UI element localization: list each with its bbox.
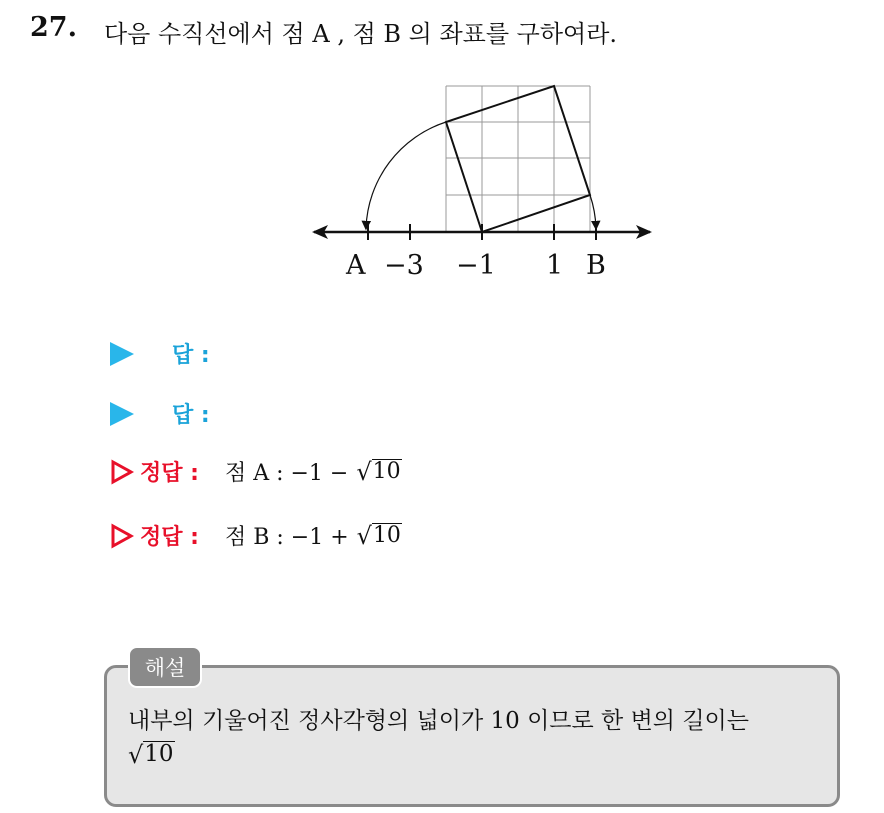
solution-label: 정답 :	[140, 525, 199, 550]
grid	[446, 86, 590, 232]
answer-label: 답 :	[172, 403, 210, 428]
sqrt-expression	[356, 457, 401, 486]
arc-to-b	[590, 195, 596, 228]
play-icon	[110, 402, 134, 426]
radicand: 10	[372, 459, 401, 485]
question-number: 27.	[30, 12, 77, 43]
point-b-label: B	[586, 250, 606, 281]
tick-label-neg1: −1	[456, 250, 496, 281]
sqrt-expression	[128, 740, 175, 769]
explanation-text	[128, 704, 828, 773]
sqrt-expression	[356, 521, 402, 550]
sqrt-sign-icon: √	[356, 521, 372, 550]
sqrt-sign-icon: √	[356, 457, 372, 486]
solution-row-2	[110, 520, 402, 551]
solution-row-1	[110, 456, 402, 487]
answer-label: 답 :	[172, 343, 210, 368]
explanation-sentence: 내부의 기울어진 정사각형의 넓이가 10 이므로 한 변의 길이는	[128, 708, 749, 734]
answer-row-2	[110, 398, 210, 429]
tick-label-neg3: −3	[384, 250, 424, 281]
solution-label: 정답 :	[140, 461, 199, 486]
play-outline-icon	[110, 459, 134, 485]
radicand: 10	[372, 523, 401, 549]
play-icon	[110, 342, 134, 366]
number-line-figure	[300, 70, 660, 294]
solution-value	[225, 520, 402, 551]
solution-value	[225, 456, 402, 487]
solution-prefix: 점 A : −1 −	[224, 461, 349, 486]
radicand: 10	[144, 741, 174, 768]
point-a-label: A	[346, 250, 366, 281]
play-outline-icon	[110, 523, 134, 549]
explanation-tag: 해설	[128, 646, 202, 688]
tick-label-1: 1	[546, 250, 564, 281]
number-line-diagram	[300, 70, 660, 290]
solution-prefix: 점 B : −1 +	[224, 525, 349, 550]
answer-row-1	[110, 338, 210, 369]
question-text: 다음 수직선에서 점 A , 점 B 의 좌표를 구하여라.	[104, 20, 618, 48]
sqrt-sign-icon: √	[128, 740, 144, 769]
arc-to-a	[366, 122, 446, 228]
